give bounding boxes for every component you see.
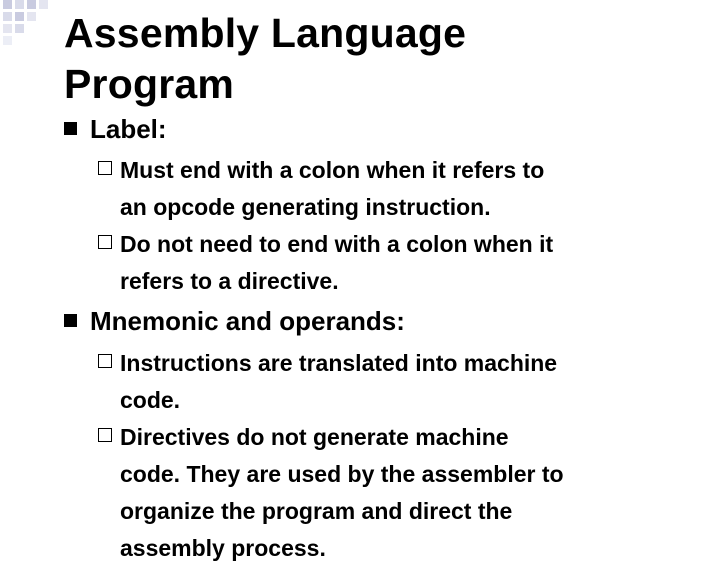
square-bullet-icon xyxy=(64,314,77,327)
hollow-square-bullet-icon xyxy=(98,161,112,175)
bullet-text: Label: xyxy=(90,114,167,144)
sub-bullet-instructions xyxy=(98,345,678,419)
sub-bullet-directives xyxy=(98,419,678,567)
title-line-2: Program xyxy=(64,61,235,107)
corner-decoration xyxy=(0,0,62,48)
hollow-square-bullet-icon xyxy=(98,354,112,368)
square-bullet-icon xyxy=(64,122,77,135)
bullet-text: Mnemonic and operands: xyxy=(90,306,405,336)
hollow-square-bullet-icon xyxy=(98,235,112,249)
sub-bullet-colon-opcode xyxy=(98,152,678,226)
hollow-square-bullet-icon xyxy=(98,428,112,442)
sub-bullet-colon-directive xyxy=(98,226,678,300)
title-line-1: Assembly Language xyxy=(64,10,467,56)
slide-title xyxy=(64,8,466,110)
sub-bullet-text: Directives do not generate machine code. They are used by the assembler to organize the program and direct the assembly process. xyxy=(120,424,564,561)
sub-bullet-text: Must end with a colon when it refers to an opcode generating instruction. xyxy=(120,157,545,220)
sub-bullet-text: Do not need to end with a colon when it refers to a directive. xyxy=(120,231,554,294)
sub-bullet-text: Instructions are translated into machine code. xyxy=(120,350,558,413)
